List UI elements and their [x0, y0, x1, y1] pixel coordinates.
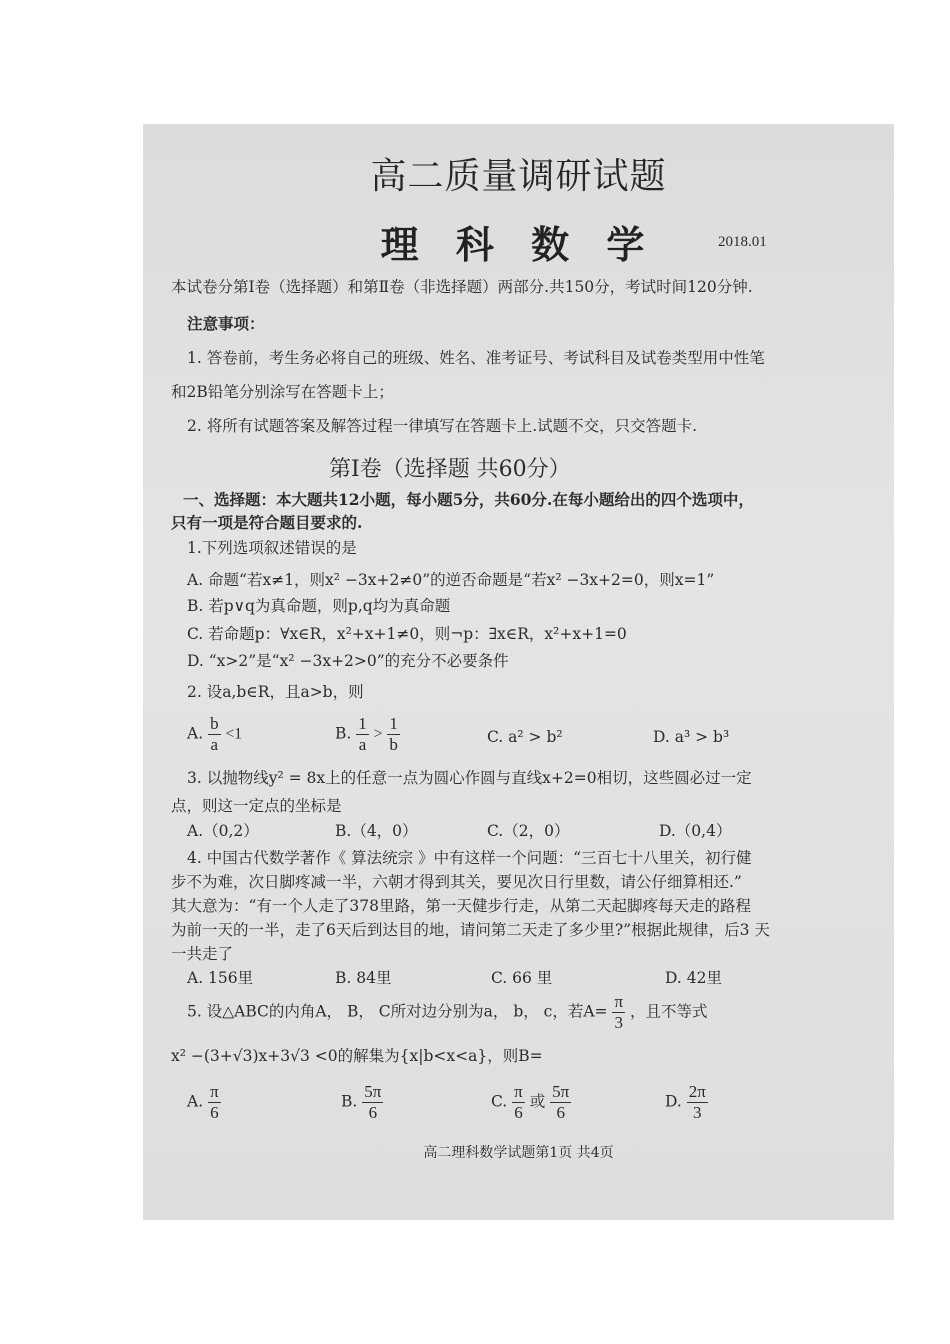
q1-option-d: D. “x>2”是“x² −3x+2>0”的充分不必要条件	[187, 652, 509, 670]
q1-stem: 1.下列选项叙述错误的是	[187, 539, 357, 557]
q3-option-b: B.（4，0）	[335, 822, 418, 840]
section-instructions: 一、选择题：本大题共12小题，每小题5分，共60分.在每小题给出的四个选项中，	[183, 490, 754, 509]
q2-option-b: B. $\frac{1}{a}$ > $\frac{1}{b}$	[335, 714, 398, 754]
section-title: 第Ⅰ卷（选择题 共60分）	[329, 457, 571, 482]
q1-option-a: A. 命题“若x≠1，则x² −3x+2≠0”的逆否命题是“若x² −3x+2=0，则x=1”	[187, 571, 715, 589]
exam-paper	[143, 124, 894, 1220]
q4-stem-line4: 为前一天的一半，走了6天后到达目的地，请问第二天走了多少里?”根据此规律，后3 天	[171, 921, 770, 939]
notice-item-2: 2. 将所有试题答案及解答过程一律填写在答题卡上.试题不交，只交答题卡.	[187, 417, 698, 435]
q3-option-c: C.（2，0）	[487, 822, 570, 840]
q4-stem-line5: 一共走了	[171, 945, 234, 963]
q1-option-b: B. 若p∨q为真命题，则p,q均为真命题	[187, 597, 451, 615]
q4-option-c: C. 66 里	[491, 969, 553, 987]
notice-item-1-cont: 和2B铅笔分别涂写在答题卡上；	[171, 383, 394, 401]
q5-option-c: C. $\frac{\pi}{6}$ 或 $\frac{5\pi}{6}$	[491, 1082, 570, 1122]
fraction: $\frac{\pi}{6}$	[514, 1082, 523, 1122]
q3-stem: 3. 以抛物线y² = 8x上的任意一点为圆心作圆与直线x+2=0相切，这些圆必过一定	[187, 769, 752, 787]
fraction: $\frac{1}{b}$	[389, 714, 398, 754]
notice-item-1: 1. 答卷前，考生务必将自己的班级、姓名、准考证号、考试科目及试卷类型用中性笔	[187, 349, 765, 367]
q5-option-d: D. $\frac{2\pi}{3}$	[665, 1082, 706, 1122]
q5-option-b: B. $\frac{5\pi}{6}$	[341, 1082, 382, 1122]
q4-option-d: D. 42里	[665, 969, 722, 987]
q3-option-d: D.（0,4）	[659, 822, 732, 840]
section-instructions-cont: 只有一项是符合题目要求的.	[171, 513, 363, 532]
fraction: $\frac{5\pi}{6}$	[364, 1082, 382, 1122]
fraction: $\frac{2\pi}{3}$	[688, 1082, 706, 1122]
q5-stem: 5. 设△ABC的内角A， B， C所对边分别为a， b， c，若A= $\frac{\pi}{3}$ ，且不等式	[187, 992, 708, 1032]
q4-stem: 4. 中国古代数学著作《 算法统宗 》中有这样一个问题：“三百七十八里关，初行健	[187, 849, 752, 867]
exam-title: 高二质量调研试题	[370, 156, 667, 197]
exam-date: 2018.01	[718, 234, 767, 250]
q2-option-a: A. $\frac{b}{a}$ <1	[187, 714, 242, 754]
q4-option-a: A. 156里	[187, 969, 254, 987]
q1-option-c: C. 若命题p：∀x∈R，x²+x+1≠0，则¬p：∃x∈R，x²+x+1=0	[187, 625, 627, 643]
fraction: $\frac{5\pi}{6}$	[552, 1082, 570, 1122]
fraction: $\frac{b}{a}$	[210, 714, 219, 754]
q4-option-b: B. 84里	[335, 969, 392, 987]
q4-stem-line2: 步不为难，次日脚疼减一半，六朝才得到其关，要见次日行里数，请公仔细算相还.”	[171, 873, 742, 891]
fraction: $\frac{\pi}{6}$	[210, 1082, 219, 1122]
q5-stem-cont: x² −(3+√3)x+3√3 <0的解集为{x|b<x<a}，则B=	[171, 1047, 543, 1065]
intro-text: 本试卷分第Ⅰ卷（选择题）和第Ⅱ卷（非选择题）两部分.共150分，考试时间120分钟.	[171, 278, 753, 296]
q2-option-c: C. a² > b²	[487, 728, 563, 746]
q3-option-a: A.（0,2）	[187, 822, 259, 840]
fraction: $\frac{\pi}{3}$	[614, 992, 624, 1032]
q2-stem: 2. 设a,b∈R，且a>b，则	[187, 683, 364, 701]
page-footer: 高二理科数学试题第1页 共4页	[423, 1145, 614, 1161]
notice-heading: 注意事项：	[187, 314, 265, 333]
q5-option-a: A. $\frac{\pi}{6}$	[187, 1082, 219, 1122]
q3-stem-cont: 点，则这一定点的坐标是	[171, 797, 342, 815]
subject-title: 理 科 数 学	[380, 222, 657, 267]
fraction: $\frac{1}{a}$	[358, 714, 367, 754]
q2-option-d: D. a³ > b³	[653, 728, 730, 746]
q4-stem-line3: 其大意为：“有一个人走了378里路，第一天健步行走，从第二天起脚疼每天走的路程	[171, 897, 752, 915]
